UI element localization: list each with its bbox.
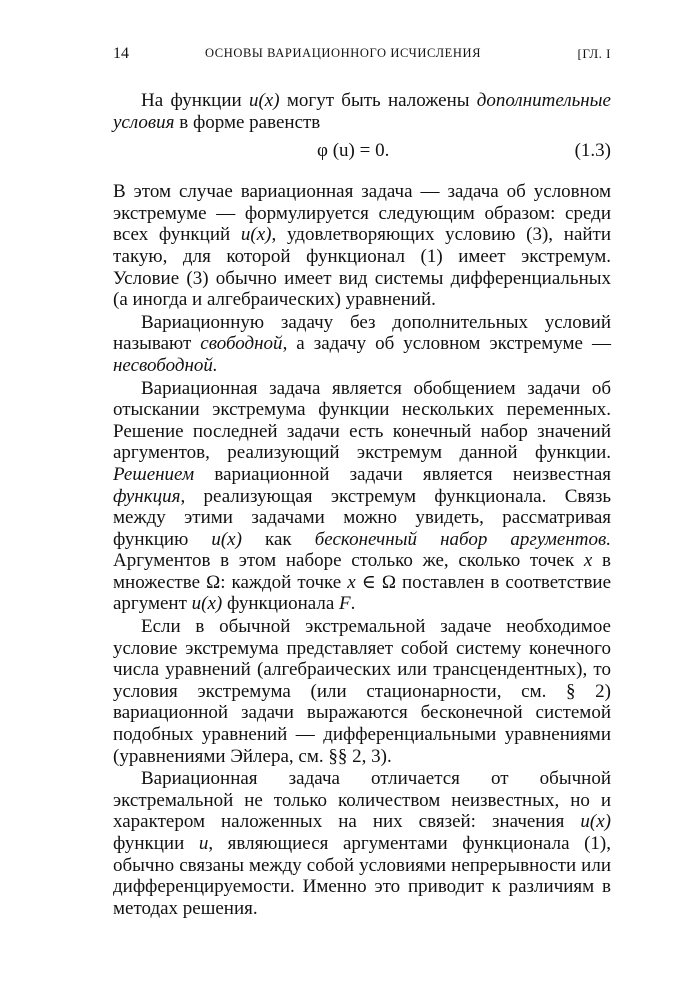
text-run: . (350, 593, 356, 615)
equation-number: (1.3) (574, 140, 611, 162)
text-run: , реализующая экстремум функционала. Связь между этими задачами можно увидеть, рассматривая функцию (113, 485, 611, 550)
text-run: как (241, 528, 315, 550)
paragraph-free-problem (113, 312, 611, 377)
emphasis-term: дополнительные условия (113, 90, 611, 133)
emphasis-term: свободной (200, 333, 283, 355)
emphasis-term: функция (113, 485, 181, 507)
emphasis-term: несвободной. (113, 354, 218, 376)
math-u-of-x: u(x) (240, 224, 272, 246)
math-x: x (583, 550, 593, 572)
page-body (113, 90, 611, 919)
math-functional-f: F (339, 593, 351, 615)
math-u-of-x: u(x) (580, 811, 611, 833)
text-run: Вариационную задачу без дополнительных условий называют (113, 311, 611, 355)
math-u-of-x: u(x) (191, 593, 223, 615)
math-x: x (347, 571, 356, 593)
running-header (113, 45, 611, 69)
equation-1-3 (113, 137, 611, 167)
text-run: в форме равенств (174, 111, 321, 133)
text-run: , а задачу об условном экстремуме — (282, 333, 611, 355)
paragraph-differences (113, 768, 611, 919)
text-run: Вариационная задача является обобщением задачи об отыскании экстремума функции нескольких переменных. Решение последней задачи есть конечный набор значений аргументов, реализующий экстремум данной функции. (113, 377, 611, 464)
text-run: функционала (222, 593, 340, 615)
text-run: ∈ Ω поставлен в соответствие аргумент (113, 571, 612, 615)
text-run: Аргументов в этом наборе столько же, сколько точек (113, 550, 584, 572)
text-run: в множестве Ω: каждой точке (113, 550, 611, 593)
equation-expression: φ (u) = 0. (317, 140, 390, 162)
emphasis-term: бесконечный набор аргументов. (314, 528, 612, 550)
page-number: 14 (113, 45, 129, 62)
chapter-marker: [ГЛ. I (577, 46, 611, 61)
math-u-of-x: u(x) (211, 528, 242, 550)
text-run: функции (113, 833, 199, 854)
paragraph-euler-equations: Если в обычной экстремальной задаче необходимое условие экстремума представляет собой систему конечного числа уравнений (алгебраических или трансцендентных), то условия экстремума (или стационарности, см. § 2) вариационной задачи выражаются бесконечной системой подобных уравнений — дифференциальными уравнениями (уравнениями Эйлера, см. §§ 2, 3). (113, 616, 611, 767)
text-run: , являющиеся аргументами функционала (1), обычно связаны между собой условиями непрерывности или дифференцируемости. Именно это приводит к различиям в методах решения. (113, 833, 611, 919)
text-run: Вариационная задача отличается от обычной экстремальной не только количеством неизвестных, но и характером наложенных на них связей: значения (113, 768, 611, 833)
text-run: могут быть наложены (279, 90, 477, 111)
text-run: На функции (141, 90, 249, 111)
paragraph-conditional-extremum (113, 181, 611, 311)
text-run: В этом случае вариационная задача — задача об условном экстремуме — формулируется следующим образом: среди всех функций (113, 181, 611, 246)
math-u-of-x: u(x) (248, 90, 280, 111)
running-title: ОСНОВЫ ВАРИАЦИОННОГО ИСЧИСЛЕНИЯ (205, 46, 482, 60)
text-run: вариационной задачи является неизвестная (194, 463, 611, 485)
paragraph-generalization (113, 378, 611, 616)
emphasis-term: Решением (113, 463, 195, 485)
text-run: , удовлетворяющих условию (3), найти такую, для которой функционал (1) имеет экстремум. Условие (3) обычно имеет вид системы дифференциальных (а иногда и алгебраических) уравнений. (113, 224, 612, 311)
intro-paragraph (113, 90, 611, 133)
math-u: u (198, 833, 209, 854)
